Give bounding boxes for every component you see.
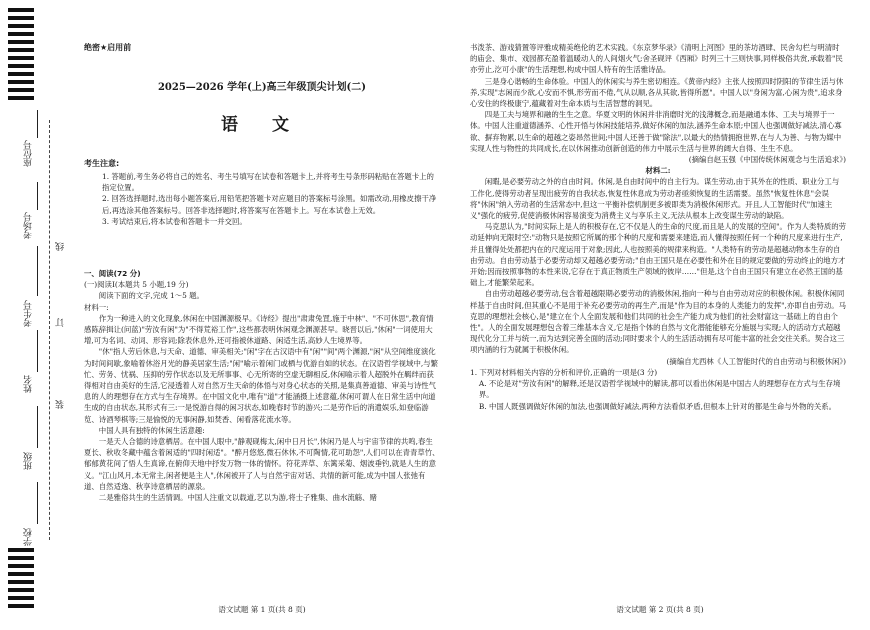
label-exam-room: 考场号 — [24, 212, 34, 239]
material-label: 材料一: — [84, 302, 109, 312]
paragraph: 闲暇,是必要劳动之外的自由时间。休闲,是自由时间中的自主行为。谋生劳动,由于其外在的性质、职业分工与工作化,使得劳动者呈现出疲劳的自我状态,恢复性休息成为劳动者亟须恢复的生活需要。虽然"恢复性休息"会误将"休闲"纳入劳动者的生活常态中,但这一平衡补偿机制更多被即类为消极休闲形式。开且,人工智能时代"加速主义"强化的疲劳,促使消极休闲容易演变为消费主义与享乐主义,无法从根本上改变谋生劳动的缺陷。 — [470, 177, 840, 221]
paragraph: 四是工夫与境界和融的生生之意。华夏文明的休闲并非消磨时光的浅薄概念,而是融通本体、工夫与境界于一体。中国人注重道德涵养、心性开悟与休闲技能培养,做好休闲的加法,涵养生命本原;中国人也强调做好减法,清心寡欲、摒弃物累,以生命的超越之姿昂然世间;中国人还善于做"除法",以最大的热情拥抱世界,在与人为善、与物为媒中实现人性与物性的共同成长,在以休闲推动创新创造的伟力中展示生活与世界的阔大自得、生生不息。 — [470, 110, 842, 153]
label-name: 姓名 — [24, 375, 34, 393]
option-b: B. 中国人既强调做好休闲的加法,也强调做好减法,两种方法看似矛盾,但根本上针对的都是生命与外物的关系。 — [478, 401, 837, 411]
page-left — [78, 0, 446, 630]
source-citation: (摘编自赵玉强《中国传统休闲观念与生活追求》) — [688, 155, 846, 165]
label-class: 班级 — [24, 452, 34, 470]
cut-line — [49, 120, 50, 540]
section-heading: 一、阅读(72 分) — [84, 269, 141, 278]
field-line — [37, 110, 38, 138]
paragraph: 三是身心谐畅的生命体验。中国人的休闲实与养生密切相连。《黄帝内经》主张人按照四时阴阳的节律生活与休养,实现"志闲而少欲,心安而不惧,形劳而不倦,气从以顺,各从其欲,皆得所愿"。中国人以"身闲为富,心闲为贵",追求身心安住的终极康宁,蕴藏着对生命本质与生活智慧的洞见。 — [470, 76, 844, 109]
paragraph: 中国人具有独特的休闲生活意趣: — [98, 425, 205, 435]
mark-bind: 装 — [56, 400, 66, 409]
notes-list — [102, 171, 440, 227]
binding-strip — [0, 0, 70, 630]
field-line — [37, 246, 38, 296]
field-line — [37, 182, 38, 210]
question-1: 1. 下列对材料相关内容的分析和评价,正确的一项是(3 分) — [470, 367, 658, 377]
paragraph: "休"指人劳后休息,与天命、道德、审美相关;"闲"字在古汉语中有"闲""间"两个渊源,"闲"从空间维度演化为时间间歇,象喻着休浴月光的静美居家生活;"闲"喻示着闲门或栖与优游自如的状态。在汉语哲学视域中,与繁忙、劳务、忧祸、压抑的劳作状态以及无所事事、心无所寄的空虚无聊相反,休闲喻示着人超脱外在羁绊而获得相对自由美好的生活,它浸透着人对自然万生天命的体悟与对身心状态的关照,是集真善道德、审美与诗性气息的人的理想存在方式与生存境界。在中国文化中,唯有"道"才能涵摄上述意蕴,休闲可谓人在日常生活中向道生成的自由状态,其形式有三:一是悦游自得的闲习状态,如晚春时节的游兴;二是劳作后的消遣娱乐,如登临游览、诗酒琴棋等;三是愉悦的无事闲静,如焚香、闲看落花流水等。 — [84, 347, 438, 424]
top-barcode-marks — [8, 8, 34, 104]
confidential-mark: 绝密★启用前 — [84, 43, 132, 52]
note-item: 2. 回答选择题时,选出每小题答案后,用铅笔把答题卡对应题目的答案标号涂黑。如需改动,用橡皮擦干净后,再选涂其他答案标号。回答非选择题时,将答案写在答题卡上。写在本试卷上无效。 — [102, 194, 437, 215]
field-line — [37, 330, 38, 372]
field-line — [37, 482, 38, 524]
label-candidate-number: 考生号 — [24, 300, 34, 327]
sub-heading: (一)阅读Ⅰ(本题共 5 小题,19 分) — [84, 280, 189, 290]
label-seat-number: 座位号 — [24, 140, 34, 167]
source-citation: (摘编自尤西林《人工智能时代的自由劳动与积极休闲》) — [666, 356, 846, 366]
bottom-barcode-marks — [8, 548, 34, 612]
mark-line: 线 — [56, 242, 66, 251]
paragraph: 自由劳动超越必要劳动,包含着超越限期必要劳动的消极休闲,指向一种与自由劳动对应的积极休闲。积极休闲同样基于自由时间,但其重心不是用于补充必要劳动的再生产,而是"作为目的本身的人类能力的发挥",亦即自由劳动。马克思的理想社会核心,是"建立在个人全面发展和他们共同的社会生产能力成为他们的社会财富这一基础上的自由个性"。人的全面发展理想包含着三维基本含义,它是指个体的自然与文化潜能能够充分施展与实现;人的活动方式超越现代化分工并与统一,而为达到完善全面的活动;同时要求个人的生活活动拥有尽可能丰富的社会交往关系。契合这三项内涵的行为就属于积极休闲。 — [470, 289, 846, 355]
label-school: 学校 — [24, 528, 34, 546]
paragraph: 马克思认为,"时间实际上是人的积极存在,它不仅是人的生命的尺度,而且是人的发展的空间"。作为人类特质的劳动延伸向无限时空:"动物只是按照它所属的那个种的尺度和需要来建造,而人懂得按照任何一个种的尺度来进行生产,并且懂得处处都把内在的尺度运用于对象;因此,人也按照美的规律来构造。"人类特有的劳动是超越动物本生存的自由劳动。自由劳动基于必要劳动却又超越必要劳动;"自由王国只是在必要性和外在目的规定要做的劳动终止的地方才开始;因而按照事物的本性来说,它存在于真正物质生产领域的彼岸……"但是,这个自由王国只有建立在必然王国的基础上,才能繁荣起来。 — [470, 222, 847, 288]
paragraph: 一是天人合德的诗意栖居。在中国人眼中,"静观砚梅太,闲中日月长",休闲乃是人与宇宙节律的共鸣,春生夏长、秋收冬藏中蕴含着闲适的"四时闲适"。"醉月悠悠,微石休休,不可陶情,花可助怨",人们可以在青青草竹、郁郁黄花间了悟人生真谛,在俯仰天地中抒发万物一体的情怀。符花弄草、东篱采菊、烟波垂钓,就是人生的意义。"江山风月,本无常主,闲者便是主人",休闲被开了人与自然宇宙对话、共情的新可能,成为中国人张弛有道、自然适逸、秋享诗意栖居的源泉。 — [84, 437, 440, 491]
notes-heading: 考生注意: — [84, 159, 120, 168]
paragraph: 书泼茶、游戏猜置等评雅成精美绝伦的艺术实践。《东京梦华录》《清明上河图》里的茶坊酒肆、民舍勾栏与明清时的庙会、集市、戏园都充盈着温暖动人的人间烟火气;舍圣砚评《西厢》时列三十三则快事,同样极俗共赏,承载着"民亦劳止,汔可小康"的生活理想,构成中国人特有的生活雅诗品。 — [470, 43, 843, 75]
option-a: A. 不论是对"劳汝有闲"的解释,还是汉语哲学视域中的解读,都可以看出休闲是中国古人的理想存在方式与生存境界。 — [478, 379, 841, 400]
page-footer: 语文试题 第 1 页(共 8 页) — [218, 605, 306, 614]
paragraph: 二是雅俗共生的生活情调。中国人注重文以载道,艺以为游,将士子雅集、曲水流觞、赌 — [98, 493, 377, 503]
page-right — [470, 0, 850, 630]
page-footer: 语文试题 第 2 页(共 8 页) — [616, 605, 704, 614]
mark-staple: 订 — [56, 318, 66, 327]
material-label: 材料二: — [645, 166, 671, 176]
exam-title: 2025—2026 学年(上)高三年级顶尖计划(二) — [157, 82, 367, 93]
reading-section — [84, 268, 440, 503]
note-item: 3. 考试结束后,将本试卷和答题卡一并交回。 — [102, 216, 247, 226]
paragraph: 作为一种进入的文化现象,休闲在中国渊源极早。《诗经》提出"肃肃兔罝,施于中林"、"不可休思",教育情感陈辞揖让(问蓝)"劳汝有闲"为"不得荒裕工作",这些都表明休闲观念渊源甚早。晓晋以后,"休闲"一词使用大增,可为名词、动词、形容词;除表休息外,还可指被休道路、闲适生活,高妙人生境界等。 — [84, 313, 434, 346]
right-text — [470, 42, 846, 412]
subject-title: 语 文 — [221, 115, 303, 135]
field-line — [37, 406, 38, 448]
note-item: 1. 答题前,考生务必将自己的姓名、考生号填写在试卷和答题卡上,并将考生号条形码粘贴在答题卡上的指定位置。 — [102, 172, 434, 193]
instruction: 阅读下面的文字,完成 1～5 题。 — [98, 291, 204, 301]
